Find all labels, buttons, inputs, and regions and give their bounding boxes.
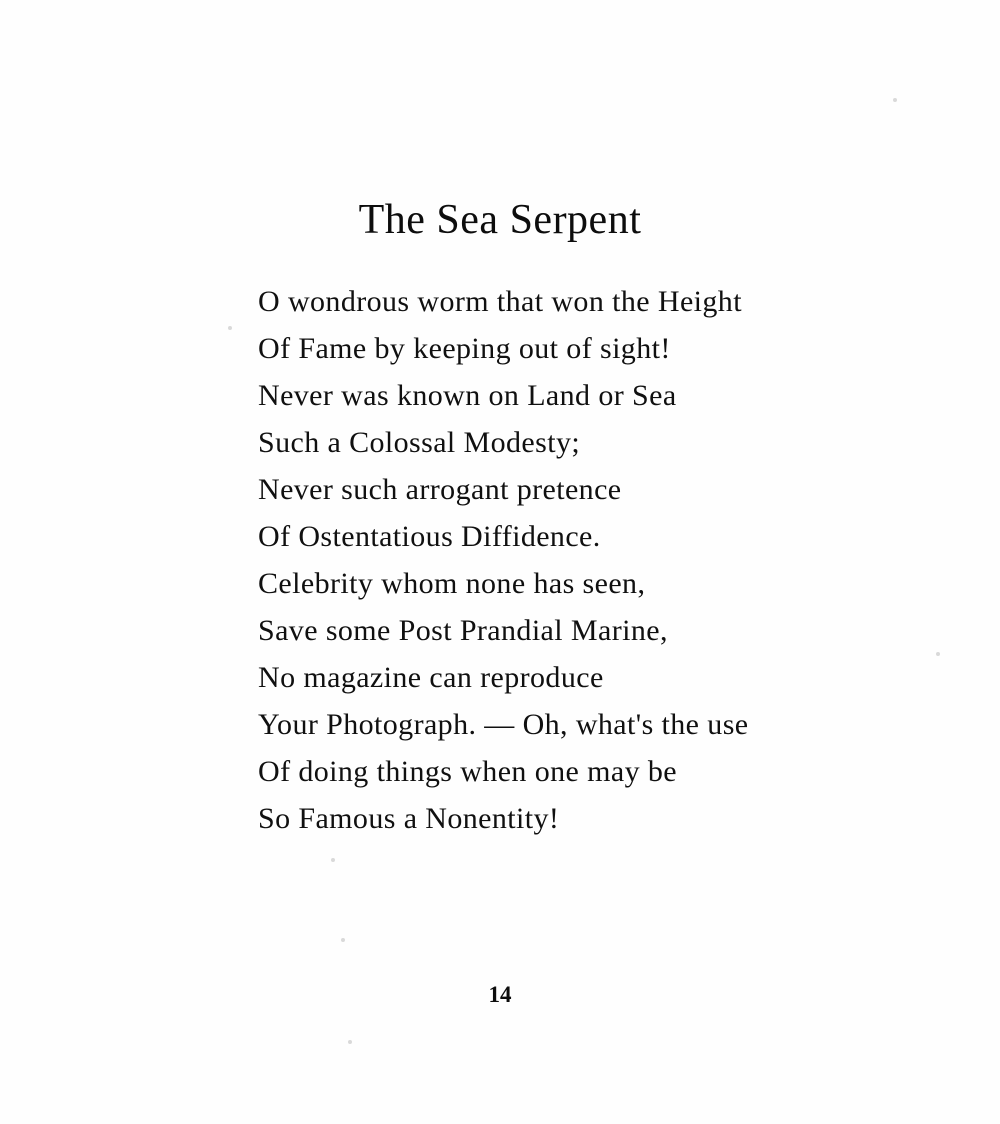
page-number: 14 xyxy=(488,982,512,1007)
poem-line: Of Fame by keeping out of sight! xyxy=(258,332,671,365)
paper-speck xyxy=(893,98,897,102)
poem-line: So Famous a Nonentity! xyxy=(258,802,560,835)
poem-line: Never such arrogant pretence xyxy=(258,473,622,506)
poem-line: Your Photograph. — Oh, what's the use xyxy=(258,708,749,741)
poem-line: Of doing things when one may be xyxy=(258,755,677,788)
paper-speck xyxy=(348,1040,352,1044)
paper-speck xyxy=(228,326,232,330)
poem-line: Of Ostentatious Diffidence. xyxy=(258,520,601,553)
poem-line: Save some Post Prandial Marine, xyxy=(258,614,668,647)
paper-speck xyxy=(936,652,940,656)
paper-speck xyxy=(341,938,345,942)
poem-line: O wondrous worm that won the Height xyxy=(258,285,742,318)
paper-speck xyxy=(331,858,335,862)
poem-line: Such a Colossal Modesty; xyxy=(258,426,581,459)
poem-line: Never was known on Land or Sea xyxy=(258,379,677,412)
poem-line: Celebrity whom none has seen, xyxy=(258,567,646,600)
poem-text xyxy=(258,278,878,842)
page-title: The Sea Serpent xyxy=(358,197,642,244)
poem-line: No magazine can reproduce xyxy=(258,661,604,694)
